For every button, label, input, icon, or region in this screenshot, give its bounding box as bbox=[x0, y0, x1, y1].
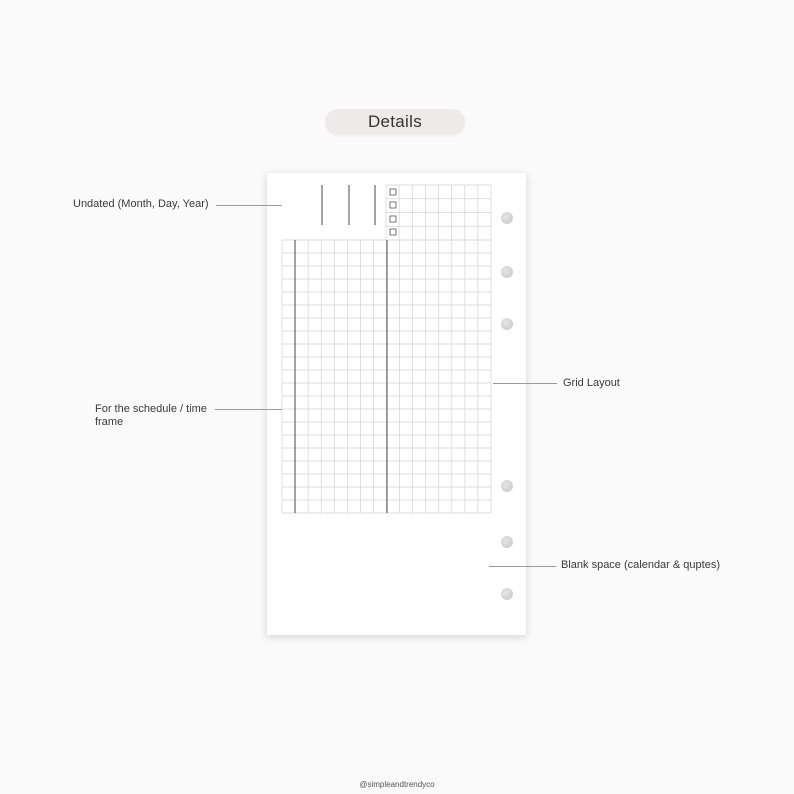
page-title: Details bbox=[367, 112, 423, 131]
binder-hole-icon bbox=[501, 212, 513, 224]
annotation-blank-line bbox=[489, 566, 556, 567]
annotation-blank-label: Blank space (calendar & quptes) bbox=[561, 559, 720, 571]
grid-layout bbox=[282, 185, 491, 513]
checkbox-icon bbox=[390, 229, 396, 235]
annotation-grid-line bbox=[493, 383, 557, 384]
binder-hole-icon bbox=[501, 536, 513, 548]
binder-hole-icon bbox=[501, 266, 513, 278]
annotation-grid bbox=[563, 377, 620, 390]
footer-credit-label: @simpleandtrendyco bbox=[359, 780, 435, 789]
annotation-schedule-line bbox=[215, 409, 282, 410]
annotation-schedule bbox=[95, 403, 223, 429]
annotation-schedule-label: For the schedule / time frame bbox=[95, 403, 207, 428]
checkbox-icon bbox=[390, 216, 396, 222]
binder-hole-icon bbox=[501, 588, 513, 600]
footer-credit bbox=[0, 780, 794, 789]
checkbox-icon bbox=[390, 202, 396, 208]
annotation-blank bbox=[561, 559, 720, 572]
binder-hole-icon bbox=[501, 318, 513, 330]
planner-page bbox=[267, 173, 526, 635]
binder-hole-icon bbox=[501, 480, 513, 492]
details-title-pill bbox=[325, 109, 465, 135]
annotation-grid-label: Grid Layout bbox=[563, 377, 620, 389]
checkbox-icon bbox=[390, 189, 396, 195]
annotation-undated bbox=[73, 198, 209, 211]
planner-grid-svg bbox=[267, 173, 526, 635]
annotation-undated-line bbox=[216, 205, 282, 206]
annotation-undated-label: Undated (Month, Day, Year) bbox=[73, 198, 209, 210]
